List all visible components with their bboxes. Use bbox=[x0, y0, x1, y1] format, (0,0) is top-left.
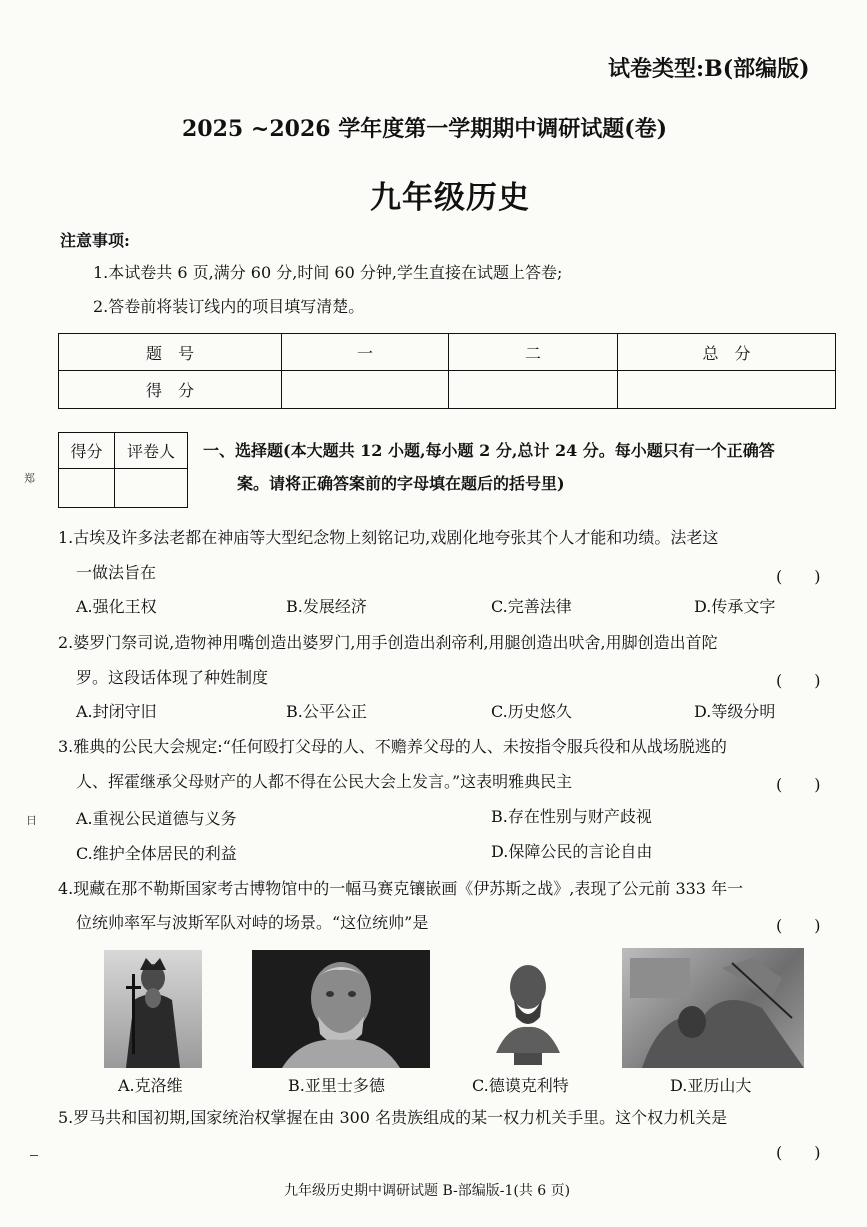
score-cell-total[interactable] bbox=[618, 371, 836, 409]
score-cell-part2[interactable] bbox=[449, 371, 618, 409]
paper-type: 试卷类型:B(部编版) bbox=[608, 56, 810, 82]
q4-option-a: A.克洛维 bbox=[118, 1076, 183, 1095]
q4-option-b: B.亚里士多德 bbox=[288, 1076, 385, 1095]
grader-name-cell[interactable] bbox=[115, 469, 188, 508]
notes-heading: 注意事项: bbox=[60, 231, 130, 250]
score-header-label: 题 号 bbox=[59, 334, 282, 371]
score-header-part1: 一 bbox=[282, 334, 449, 371]
aristotle-bust-image bbox=[252, 950, 430, 1068]
subject-title: 九年级历史 bbox=[370, 180, 530, 216]
section1-line1: 一、选择题(本大题共 12 小题,每小题 2 分,总计 24 分。每小题只有一个正确答 bbox=[203, 441, 775, 460]
grader-score-cell[interactable] bbox=[59, 469, 115, 508]
margin-tick bbox=[30, 1155, 38, 1156]
margin-mark-2: 日 bbox=[26, 814, 37, 827]
q4-answer-bracket[interactable]: ( ) bbox=[776, 916, 821, 935]
q2-option-b: B.公平公正 bbox=[286, 702, 367, 721]
q2-option-c: C.历史悠久 bbox=[491, 702, 572, 721]
score-header-part2: 二 bbox=[449, 334, 618, 371]
q1-answer-bracket[interactable]: ( ) bbox=[776, 567, 821, 586]
q4-line2: 位统帅率军与波斯军队对峙的场景。“这位统帅”是 bbox=[76, 913, 429, 932]
score-row-label: 得 分 bbox=[59, 371, 282, 409]
q2-line1: 2.婆罗门祭司说,造物神用嘴创造出婆罗门,用手创造出刹帝利,用腿创造出吠舍,用脚创造出首陀 bbox=[58, 633, 718, 652]
q3-option-c: C.维护全体居民的利益 bbox=[76, 844, 237, 863]
q1-line2: 一做法旨在 bbox=[76, 563, 157, 582]
q2-line2: 罗。这段话体现了种姓制度 bbox=[76, 668, 269, 687]
score-cell-part1[interactable] bbox=[282, 371, 449, 409]
q3-line1: 3.雅典的公民大会规定:“任何殴打父母的人、不赡养父母的人、未按指令服兵役和从战场脱逃的 bbox=[58, 737, 727, 756]
q3-answer-bracket[interactable]: ( ) bbox=[776, 775, 821, 794]
democritus-bust-image bbox=[478, 955, 578, 1068]
margin-mark-1: 郑 bbox=[24, 472, 35, 485]
q2-option-a: A.封闭守旧 bbox=[76, 702, 157, 721]
q1-option-c: C.完善法律 bbox=[491, 597, 572, 616]
grader-score-header: 得分 bbox=[59, 433, 115, 469]
q3-option-a: A.重视公民道德与义务 bbox=[76, 809, 237, 828]
score-header-total: 总 分 bbox=[618, 334, 836, 371]
notes-item-2: 2.答卷前将装订线内的项目填写清楚。 bbox=[93, 297, 365, 316]
exam-title: 2025 ~2026 学年度第一学期期中调研试题(卷) bbox=[182, 116, 668, 142]
q1-option-d: D.传承文字 bbox=[694, 597, 776, 616]
q1-line1: 1.古埃及许多法老都在神庙等大型纪念物上刻铭记功,戏剧化地夸张其个人才能和功绩。法老这 bbox=[58, 528, 719, 547]
grader-table bbox=[58, 432, 188, 508]
q1-option-a: A.强化王权 bbox=[76, 597, 157, 616]
clovis-portrait-image bbox=[104, 950, 202, 1068]
q4-option-c: C.德谟克利特 bbox=[472, 1076, 569, 1095]
page-footer: 九年级历史期中调研试题 B-部编版-1(共 6 页) bbox=[284, 1183, 571, 1199]
grader-name-header: 评卷人 bbox=[115, 433, 188, 469]
q2-answer-bracket[interactable]: ( ) bbox=[776, 671, 821, 690]
section1-line2: 案。请将正确答案前的字母填在题后的括号里) bbox=[237, 474, 565, 493]
q3-option-b: B.存在性别与财产歧视 bbox=[491, 807, 652, 826]
q4-option-d: D.亚历山大 bbox=[670, 1076, 752, 1095]
q3-option-d: D.保障公民的言论自由 bbox=[491, 842, 653, 861]
score-table bbox=[58, 333, 836, 409]
q5-answer-bracket[interactable]: ( ) bbox=[776, 1143, 821, 1162]
alexander-mosaic-image bbox=[622, 948, 804, 1068]
notes-item-1: 1.本试卷共 6 页,满分 60 分,时间 60 分钟,学生直接在试题上答卷; bbox=[93, 263, 563, 282]
q5-line1: 5.罗马共和国初期,国家统治权掌握在由 300 名贵族组成的某一权力机关手里。这个权力机关是 bbox=[58, 1108, 728, 1127]
q4-line1: 4.现藏在那不勒斯国家考古博物馆中的一幅马赛克镶嵌画《伊苏斯之战》,表现了公元前 333 年一 bbox=[58, 879, 744, 898]
q2-option-d: D.等级分明 bbox=[694, 702, 776, 721]
q1-option-b: B.发展经济 bbox=[286, 597, 367, 616]
q3-line2: 人、挥霍继承父母财产的人都不得在公民大会上发言。”这表明雅典民主 bbox=[76, 772, 573, 791]
